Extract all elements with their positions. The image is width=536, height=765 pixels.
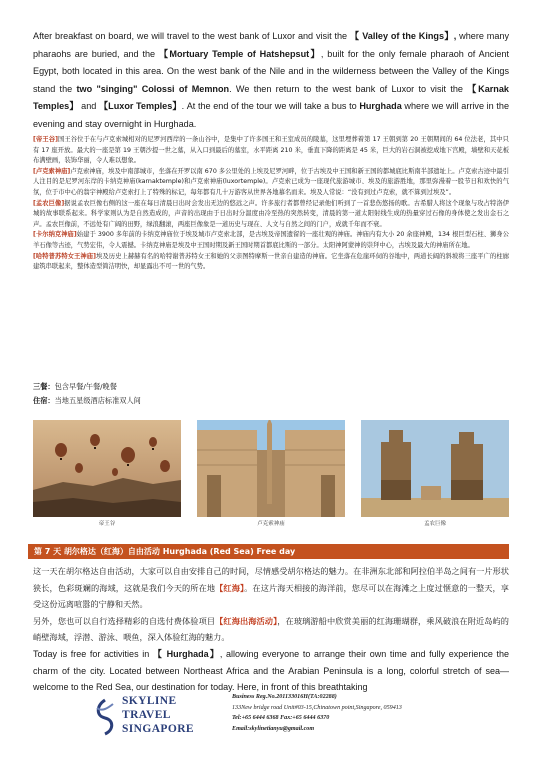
day7-text: 这一天在胡尔格达自由活动，大家可以自由安排自己的时间，尽情感受胡尔格达的魅力。在非洲东北部和阿拉伯半岛之间有一片形状狭长，色彩斑斓的海域，这就是我们今天的所在地 bbox=[33, 566, 509, 593]
note-text: 始建于 3900 多年前的卡纳克神庙位于埃及城市卢克索北部，是古埃及帝国遗留的一座壮观的神庙。神庙内有大小 20 余座神殿，134 根巨型石柱、狮身公羊石像等古迹，气势宏伟，令人震撼。卡纳克神庙是埃及中王国时期及新王国时期首都底比斯的一部分。太阳神阿蒙神的崇拜中心，古埃及最大的神庙所在地。 bbox=[33, 231, 509, 249]
note-hatshepsut bbox=[33, 252, 509, 273]
photo-strip bbox=[33, 420, 509, 530]
hatshepsut-temple-label: 【Mortuary Temple of Hatshepsut】 bbox=[158, 48, 321, 59]
lodging-line bbox=[33, 394, 141, 408]
photo-colossi-memnon bbox=[361, 420, 509, 527]
note-tag: [卢克索神庙] bbox=[33, 167, 71, 175]
logo-line: TRAVEL bbox=[122, 709, 171, 721]
note-text: 卢克索神庙，埃及中南部城市，坐落在开罗以南 670 多公里处的上埃及尼罗河畔，位于古埃及中王国和新王国的都城底比斯南半部遗址上。卢克索古迹中最引人注目的是尼罗河东岸的卡纳克神庙(karnaktemple)和卢克索神庙(luxortemple)。卢克索已成为一座现代旅游城市、埃及的旅游胜地，那里弥漫着一股节日和欢快的气氛，位于市中心的翁宇神殿给卢克索打上了特殊的标记，每年都有几十万游客从世界各地慕名而来。埃及人常说：“没有到过卢克索，就不算到过埃及”。 bbox=[33, 167, 509, 196]
day7-text: ，在玻璃游船中欣赏美丽的红海珊瑚群，乘风破浪在附近岛屿的峭壁海域，浮潜、游泳、喂鱼，深入体验红海的魅力。 bbox=[33, 615, 509, 643]
meals-lodging bbox=[33, 380, 141, 408]
note-luxor bbox=[33, 167, 509, 199]
logo-line: SKYLINE bbox=[122, 695, 177, 707]
hurghada-label: 【 Hurghada】 bbox=[152, 648, 220, 659]
colossi-label: two "singing" Colossi of Memnon bbox=[76, 83, 230, 94]
intro-text: , built for the only female pharaoh of Ancient Egypt, both located in this area. On the west bank of the Nile and in the wilderness between the Valley of the Kings stand the bbox=[33, 48, 509, 94]
day7-cn-para1 bbox=[33, 563, 509, 613]
site-notes bbox=[33, 135, 509, 273]
photo-luxor-temple bbox=[197, 420, 345, 527]
note-valley bbox=[33, 135, 509, 167]
company-footer bbox=[92, 692, 472, 752]
day7-text: , allowing everyone to arrange their own time and fully experience the charm of the city. Located between Northeast Africa and the Arabian Peninsula is a long, colorful stretch of sea—welcome to the Red Sea, our destination for today. Here, in front of this breathtaking bbox=[33, 648, 509, 693]
valley-of-the-kings-label: 【 Valley of the Kings】, bbox=[349, 31, 457, 41]
balloons-image bbox=[33, 420, 181, 517]
day7-en-para bbox=[33, 646, 509, 696]
hurghada-label: Hurghada bbox=[359, 101, 402, 112]
day7-text: 另外，您也可以自行选择精彩的自选付费体验项目 bbox=[33, 615, 216, 626]
note-text: 埃及历史上赫赫有名的哈特谢普苏特女王和她的父亲图特摩斯一世亲自建造的神庙。它坐落在危崖环伺的谷地中，两道长阔的斜坡将三座平广的柱廊建筑串联起来，整体造型简洁明快，却显露出不可一世的气势。 bbox=[33, 252, 509, 271]
meals-line bbox=[33, 380, 141, 394]
lodging-label: 住宿： bbox=[33, 396, 55, 405]
intro-text: and bbox=[78, 101, 97, 112]
photo-caption: 卢克索神庙 bbox=[257, 521, 285, 527]
intro-text: where many pharaohs are buried, and the bbox=[33, 31, 510, 59]
photo-caption: 孟农巨像 bbox=[423, 521, 446, 527]
note-tag: [卡尔纳克神庙] bbox=[33, 231, 77, 239]
note-tag: [孟农巨像] bbox=[33, 199, 65, 207]
temple-image bbox=[197, 420, 345, 517]
colossi-image bbox=[361, 420, 509, 517]
lodging-value: 当地五星级酒店标准双人间 bbox=[54, 396, 141, 405]
note-tag: [帝王谷] bbox=[33, 136, 58, 143]
photo-valley-of-kings bbox=[33, 420, 181, 527]
note-text: 国王谷位于在与卢克索城相对的尼罗河西岸的一条山谷中，是集中了许多国王和王室成员的陵墓，这里埋葬着第 17 王朝到第 20 王朝期间的 64 位法老，其中只有 17 座开放。最大的一座是第 19 王朝沙提一世之墓，从入口到最后的墓室，水平距离 210 米，垂直下降的距离是 45 米，巨大的岩石洞被挖成地下宫殿，墙壁和天花板布满壁画，装饰华丽，令人难以想象。 bbox=[33, 136, 509, 165]
intro-text: . We then return to the west bank of Luxor to visit the bbox=[229, 83, 463, 94]
note-memnon bbox=[33, 199, 509, 231]
red-sea-label: 【红海】 bbox=[215, 582, 245, 593]
email[interactable]: Email:skylinetianyu@gmail.com bbox=[232, 725, 315, 732]
day7-title-bar bbox=[28, 544, 509, 559]
karnak-label: 【Karnak Temples】 bbox=[33, 83, 509, 112]
note-tag: [哈特普苏特女王神庙] bbox=[33, 252, 96, 260]
red-sea-activity-label: 【红海出海活动】 bbox=[215, 615, 278, 626]
meals-label: 三餐： bbox=[33, 382, 55, 391]
day7-title: 第 7 天 胡尔格达（红海）自由活动 Hurghada (Red Sea) Free day bbox=[34, 547, 296, 556]
note-karnak bbox=[33, 230, 509, 251]
phone-fax: Tel:+65 6444 6368 Fax:+65 6444 6370 bbox=[232, 715, 330, 721]
intro-text: where we will arrive in the evening and stay overnight in Hurghada. bbox=[33, 101, 510, 129]
logo-swirl-icon bbox=[92, 698, 118, 736]
day7-description bbox=[33, 563, 509, 696]
company-logo bbox=[92, 694, 212, 744]
luxor-label: 【Luxor Temples】 bbox=[98, 101, 182, 112]
intro-text: . At the end of the tour we will take a bus to bbox=[181, 101, 357, 112]
day7-cn-para2 bbox=[33, 613, 509, 646]
photo-caption: 帝王谷 bbox=[98, 521, 116, 527]
business-reg: Business Reg.No.201133016H(TA:02288) bbox=[232, 694, 337, 700]
intro-text: After breakfast on board, we will travel to the west bank of Luxor and visit the bbox=[33, 31, 348, 41]
contact-info bbox=[232, 692, 402, 734]
address: 133New bridge road Unit#03-15,Chinatown point,Singapore, 059413 bbox=[232, 704, 402, 711]
day6-english-description bbox=[33, 28, 509, 134]
day7-text: 。在这片海天相接的海洋前，您尽可以在海滩之上度过惬意的一整天，享受这份远离喧嚣的宁静和天然。 bbox=[33, 582, 509, 610]
logo-line: SINGAPORE bbox=[122, 723, 194, 735]
day7-text: Today is free for activities in bbox=[33, 648, 150, 659]
note-text: 据说孟农巨像右侧的这一座在每日清晨日出时会发出无边的悠远之声。许多旅行者都曾经记录他们听到了一首悲伤悠扬的歌。古希腊人将这个现象与攻占特洛伊城的故事联系起来。科学家则认为是自然造成的，声音的出现由于日出时分温度由冷至热的突然转变，清晨的第一道太阳射线生成的热量穿过石像的身体使之发出金石之声。孟农巨像前，不远处有广阔的田野，绿浪翻滚，两座巨像象是一道历史与现在、人文与自然之间的门户，成就千年而不衰。 bbox=[33, 199, 509, 228]
meals-value: 包含早餐/午餐/晚餐 bbox=[54, 382, 117, 391]
